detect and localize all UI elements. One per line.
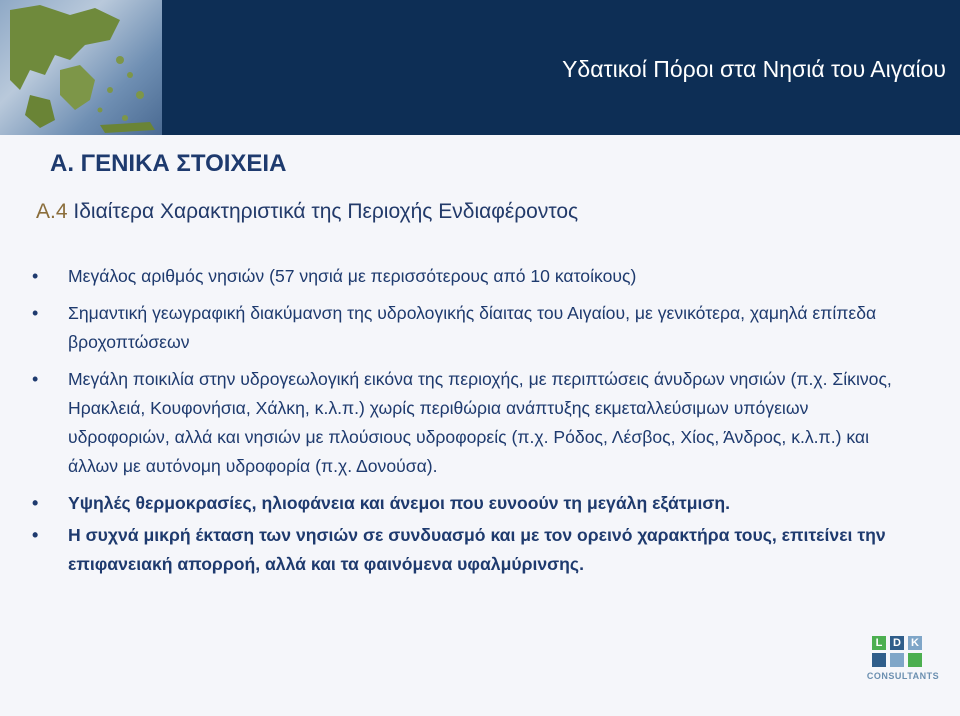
subsection-title: Ιδιαίτερα Χαρακτηριστικά της Περιοχής Ενδιαφέροντος xyxy=(73,200,579,223)
ldk-logo xyxy=(866,636,940,700)
bullet-marker: • xyxy=(32,266,39,286)
logo-letter-l: L xyxy=(872,636,886,650)
logo-letter-k: K xyxy=(908,636,922,650)
bullet-marker: • xyxy=(32,525,39,545)
list-item xyxy=(32,365,912,481)
bullet-list xyxy=(32,262,912,587)
list-item-text: Η συχνά μικρή έκταση των νησιών σε συνδυασμό και με τον ορεινό χαρακτήρα τους, επιτείνει την επιφανειακή απορροή, αλλά και τα φαινόμενα υφαλμύρινσης. xyxy=(68,525,886,574)
logo-square xyxy=(872,653,886,667)
list-item xyxy=(32,262,912,291)
subsection-number: A.4 xyxy=(36,200,68,223)
bullet-marker: • xyxy=(32,493,39,513)
bullet-marker: • xyxy=(32,303,39,323)
header-bar xyxy=(0,0,960,135)
logo-letter-d: D xyxy=(890,636,904,650)
presentation-title: Υδατικοί Πόροι στα Νησιά του Αιγαίου xyxy=(562,56,946,82)
subsection-heading xyxy=(36,200,578,224)
section-heading: A. ΓΕΝΙΚΑ ΣΤΟΙΧΕΙΑ xyxy=(50,150,287,177)
logo-square xyxy=(890,653,904,667)
logo-letters xyxy=(872,636,940,650)
list-item-text: Μεγάλη ποικιλία στην υδρογεωλογική εικόνα της περιοχής, με περιπτώσεις άνυδρων νησιών (π.χ. Σίκινος, Ηρακλειά, Κουφονήσια, Χάλκη, κ.λ.π.) χωρίς περιθώρια ανάπτυξης εκμεταλλεύσιμων υπόγειων υδροφοριών, αλλά και νησιών με πλούσιους υδροφορείς (π.χ. Ρόδος, Λέσβος, Χίος, Άνδρος, κ.λ.π.) και άλλων με αυτόνομη υδροφορία (π.χ. Δονούσα). xyxy=(68,369,892,476)
logo-brand-text: CONSULTANTS xyxy=(866,671,940,681)
logo-squares xyxy=(872,653,940,667)
list-item-text: Μεγάλος αριθμός νησιών (57 νησιά με περισσότερους από 10 κατοίκους) xyxy=(68,266,637,286)
list-item xyxy=(32,299,912,357)
list-item xyxy=(32,521,912,579)
list-item-text: Υψηλές θερμοκρασίες, ηλιοφάνεια και άνεμοι που ευνοούν τη μεγάλη εξάτμιση. xyxy=(68,493,731,513)
list-item-text: Σημαντική γεωγραφική διακύμανση της υδρολογικής δίαιτας του Αιγαίου, με γενικότερα, χαμηλά επίπεδα βροχοπτώσεων xyxy=(68,303,877,352)
map-image xyxy=(0,0,162,135)
bullet-marker: • xyxy=(32,369,39,389)
list-item xyxy=(32,489,912,518)
logo-square xyxy=(908,653,922,667)
greece-map-graphic xyxy=(0,0,162,135)
